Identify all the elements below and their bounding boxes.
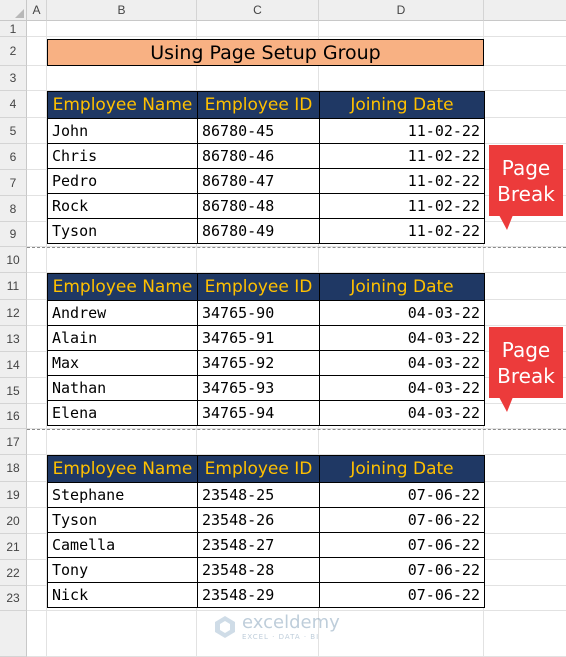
row-header-11[interactable]: 11 [0, 273, 27, 300]
row-header-2[interactable]: 2 [0, 37, 27, 66]
cell-name[interactable]: Camella [48, 533, 198, 558]
row-header-3[interactable]: 3 [0, 66, 27, 91]
header-employee-name[interactable]: Employee Name [48, 92, 198, 119]
row-header-15[interactable]: 15 [0, 378, 27, 404]
cell-name[interactable]: Andrew [48, 301, 198, 326]
table-row [48, 219, 485, 244]
column-header-blank [484, 0, 566, 21]
table-row [48, 558, 485, 583]
cell-date[interactable]: 04-03-22 [320, 401, 485, 426]
header-employee-id[interactable]: Employee ID [198, 92, 320, 119]
cell-name[interactable]: Tony [48, 558, 198, 583]
header-employee-id[interactable]: Employee ID [198, 456, 320, 483]
callout-tail [499, 215, 513, 230]
cell-id[interactable]: 23548-27 [198, 533, 320, 558]
callout-text-line: Page [501, 337, 551, 362]
row-header-16[interactable]: 16 [0, 404, 27, 429]
table-header-row [48, 92, 485, 119]
header-joining-date[interactable]: Joining Date [320, 456, 485, 483]
header-employee-name[interactable]: Employee Name [48, 456, 198, 483]
cell-date[interactable]: 07-06-22 [320, 533, 485, 558]
cell-name[interactable]: Tyson [48, 219, 198, 244]
watermark [212, 612, 340, 641]
row-header-22[interactable]: 22 [0, 560, 27, 586]
cell-name[interactable]: Alain [48, 326, 198, 351]
table-row [48, 169, 485, 194]
cell-name[interactable]: Nick [48, 583, 198, 608]
page-break-callout [489, 145, 563, 216]
cell-id[interactable]: 86780-49 [198, 219, 320, 244]
cell-id[interactable]: 34765-93 [198, 376, 320, 401]
table-header-row [48, 456, 485, 483]
cell-id[interactable]: 86780-45 [198, 119, 320, 144]
table-header-row [48, 274, 485, 301]
cell-id[interactable]: 23548-26 [198, 508, 320, 533]
watermark-tagline: EXCEL · DATA · BI [242, 633, 320, 641]
table-row [48, 483, 485, 508]
row-header-23[interactable]: 23 [0, 586, 27, 611]
page-break-callout [489, 327, 563, 398]
table-row [48, 326, 485, 351]
table-row [48, 119, 485, 144]
cell-name[interactable]: Chris [48, 144, 198, 169]
callout-text-line: Break [497, 181, 555, 206]
cell-name[interactable]: Nathan [48, 376, 198, 401]
cell-date[interactable]: 04-03-22 [320, 326, 485, 351]
row-header-19[interactable]: 19 [0, 482, 27, 508]
cell-name[interactable]: Pedro [48, 169, 198, 194]
cell-date[interactable]: 11-02-22 [320, 194, 485, 219]
table-row [48, 376, 485, 401]
watermark-name: exceldemy [242, 612, 340, 633]
cell-date[interactable]: 04-03-22 [320, 301, 485, 326]
header-joining-date[interactable]: Joining Date [320, 274, 485, 301]
header-employee-name[interactable]: Employee Name [48, 274, 198, 301]
row-header-20[interactable]: 20 [0, 508, 27, 534]
row-header-13[interactable]: 13 [0, 326, 27, 352]
row-header-14[interactable]: 14 [0, 352, 27, 378]
table-row [48, 508, 485, 533]
cell-name[interactable]: Max [48, 351, 198, 376]
cell-name[interactable]: Stephane [48, 483, 198, 508]
row-header-5[interactable]: 5 [0, 118, 27, 144]
table-row [48, 301, 485, 326]
row-header-4[interactable]: 4 [0, 91, 27, 118]
grid-line [27, 36, 566, 37]
row-header-18[interactable]: 18 [0, 455, 27, 482]
cell-id[interactable]: 86780-46 [198, 144, 320, 169]
table-row [48, 144, 485, 169]
table-row [48, 583, 485, 608]
column-header-c[interactable]: C [197, 0, 319, 21]
grid-line [27, 610, 566, 611]
row-header-1[interactable]: 1 [0, 21, 27, 37]
cell-id[interactable]: 34765-92 [198, 351, 320, 376]
cell-id[interactable]: 23548-25 [198, 483, 320, 508]
cell-date[interactable]: 11-02-22 [320, 219, 485, 244]
row-header-9[interactable]: 9 [0, 222, 27, 247]
row-header-12[interactable]: 12 [0, 300, 27, 326]
cell-date[interactable]: 07-06-22 [320, 583, 485, 608]
cell-date[interactable]: 07-06-22 [320, 483, 485, 508]
employee-table-1 [47, 91, 485, 244]
row-header-8[interactable]: 8 [0, 196, 27, 222]
exceldemy-logo-icon [212, 614, 238, 640]
cell-name[interactable]: Elena [48, 401, 198, 426]
cell-date[interactable]: 11-02-22 [320, 144, 485, 169]
cell-date[interactable]: 04-03-22 [320, 351, 485, 376]
row-header-6[interactable]: 6 [0, 144, 27, 170]
employee-table-2 [47, 273, 485, 426]
table-row [48, 351, 485, 376]
cell-name[interactable]: Tyson [48, 508, 198, 533]
row-header-17[interactable]: 17 [0, 429, 27, 455]
callout-text-line: Break [497, 363, 555, 388]
cell-date[interactable]: 07-06-22 [320, 558, 485, 583]
column-header-b[interactable]: B [47, 0, 197, 21]
cell-date[interactable]: 07-06-22 [320, 508, 485, 533]
select-all-corner[interactable] [0, 0, 27, 21]
employee-table-3 [47, 455, 485, 608]
cell-date[interactable]: 11-02-22 [320, 119, 485, 144]
row-header-10[interactable]: 10 [0, 247, 27, 273]
cell-date[interactable]: 04-03-22 [320, 376, 485, 401]
header-employee-id[interactable]: Employee ID [198, 274, 320, 301]
row-header-blank [0, 611, 27, 657]
cell-id[interactable]: 34765-90 [198, 301, 320, 326]
cell-id[interactable]: 34765-91 [198, 326, 320, 351]
callout-tail [499, 397, 513, 412]
column-header-a[interactable]: A [27, 0, 47, 21]
page-break-line [27, 247, 566, 248]
table-row [48, 533, 485, 558]
sheet-title[interactable]: Using Page Setup Group [47, 39, 484, 66]
callout-text-line: Page [501, 155, 551, 180]
cell-name[interactable]: Rock [48, 194, 198, 219]
cell-name[interactable]: John [48, 119, 198, 144]
cell-id[interactable]: 34765-94 [198, 401, 320, 426]
cell-id[interactable]: 23548-29 [198, 583, 320, 608]
header-joining-date[interactable]: Joining Date [320, 92, 485, 119]
page-break-line [27, 429, 566, 430]
row-header-7[interactable]: 7 [0, 170, 27, 196]
table-row [48, 401, 485, 426]
cell-date[interactable]: 11-02-22 [320, 169, 485, 194]
cell-id[interactable]: 23548-28 [198, 558, 320, 583]
cell-id[interactable]: 86780-47 [198, 169, 320, 194]
column-header-d[interactable]: D [319, 0, 484, 21]
row-header-21[interactable]: 21 [0, 534, 27, 560]
cell-id[interactable]: 86780-48 [198, 194, 320, 219]
table-row [48, 194, 485, 219]
